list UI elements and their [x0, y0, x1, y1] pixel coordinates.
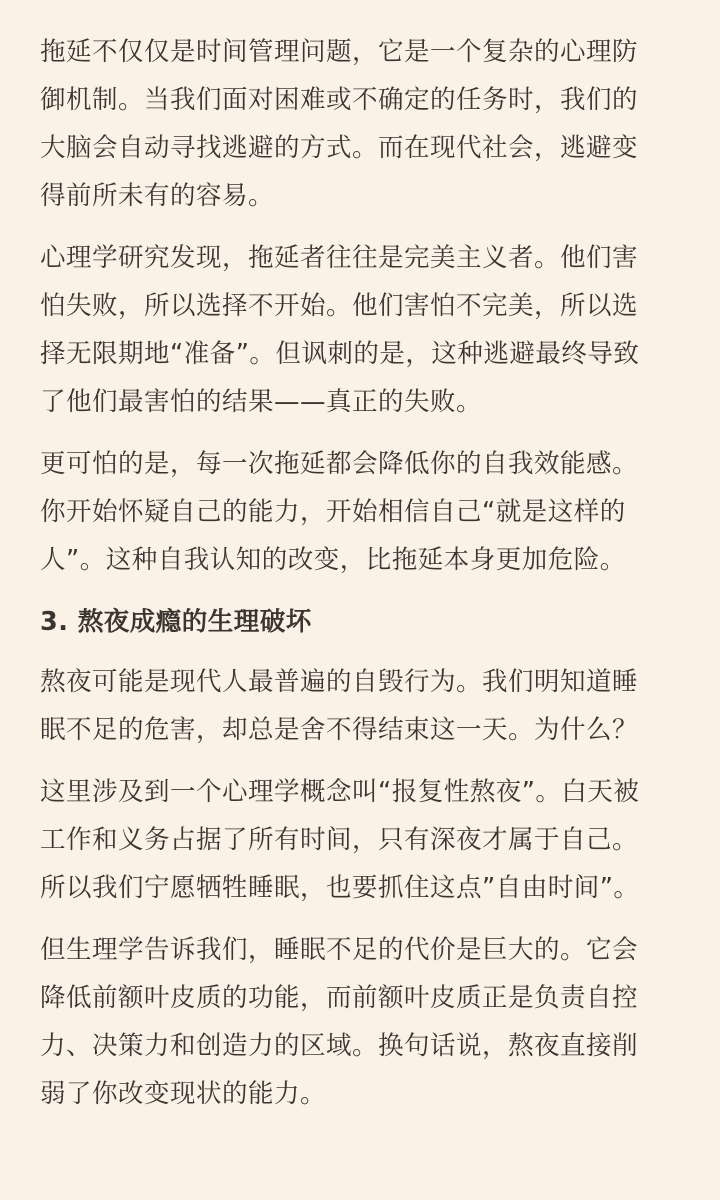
- text-line: 人”。这种自我认知的改变，比拖延本身更加危险。: [40, 545, 626, 575]
- paragraph-sleep-physiology: [40, 926, 680, 1118]
- text-line: 御机制。当我们面对困难或不确定的任务时，我们的: [40, 85, 639, 115]
- paragraph-staying-up-late: [40, 658, 680, 754]
- text-line: 弱了你改变现状的能力。: [40, 1079, 327, 1109]
- paragraph-revenge-bedtime: [40, 768, 680, 912]
- text-line: 拖延不仅仅是时间管理问题，它是一个复杂的心理防: [40, 37, 639, 67]
- text-line: 你开始怀疑自己的能力，开始相信自己“就是这样的: [40, 497, 626, 527]
- paragraph-self-efficacy: [40, 440, 680, 584]
- section-heading: 3. 熬夜成瘾的生理破坏: [40, 607, 312, 637]
- text-line: 心理学研究发现，拖延者往往是完美主义者。他们害: [40, 243, 639, 273]
- text-line: 但生理学告诉我们，睡眠不足的代价是巨大的。它会: [40, 935, 639, 965]
- text-line: 所以我们宁愿牺牲睡眠，也要抓住这点”自由时间”。: [40, 873, 640, 903]
- text-line: 了他们最害怕的结果——真正的失败。: [40, 387, 483, 417]
- paragraph-procrastination-defense: [40, 28, 680, 220]
- text-line: 这里涉及到一个心理学概念叫“报复性熬夜”。白天被: [40, 777, 640, 807]
- paragraph-perfectionism: [40, 234, 680, 426]
- text-line: 降低前额叶皮质的功能，而前额叶皮质正是负责自控: [40, 983, 639, 1013]
- text-line: 力、决策力和创造力的区域。换句话说，熬夜直接削: [40, 1031, 639, 1061]
- text-line: 择无限期地“准备”。但讽刺的是，这种逃避最终导致: [40, 339, 640, 369]
- text-line: 熬夜可能是现代人最普遍的自毁行为。我们明知道睡: [40, 667, 639, 697]
- text-line: 怕失败，所以选择不开始。他们害怕不完美，所以选: [40, 291, 639, 321]
- text-line: 眠不足的危害，却总是舍不得结束这一天。为什么？: [40, 715, 639, 745]
- text-line: 得前所未有的容易。: [40, 181, 275, 211]
- text-line: 更可怕的是，每一次拖延都会降低你的自我效能感。: [40, 449, 639, 479]
- text-line: 工作和义务占据了所有时间，只有深夜才属于自己。: [40, 825, 639, 855]
- text-line: 大脑会自动寻找逃避的方式。而在现代社会，逃避变: [40, 133, 639, 163]
